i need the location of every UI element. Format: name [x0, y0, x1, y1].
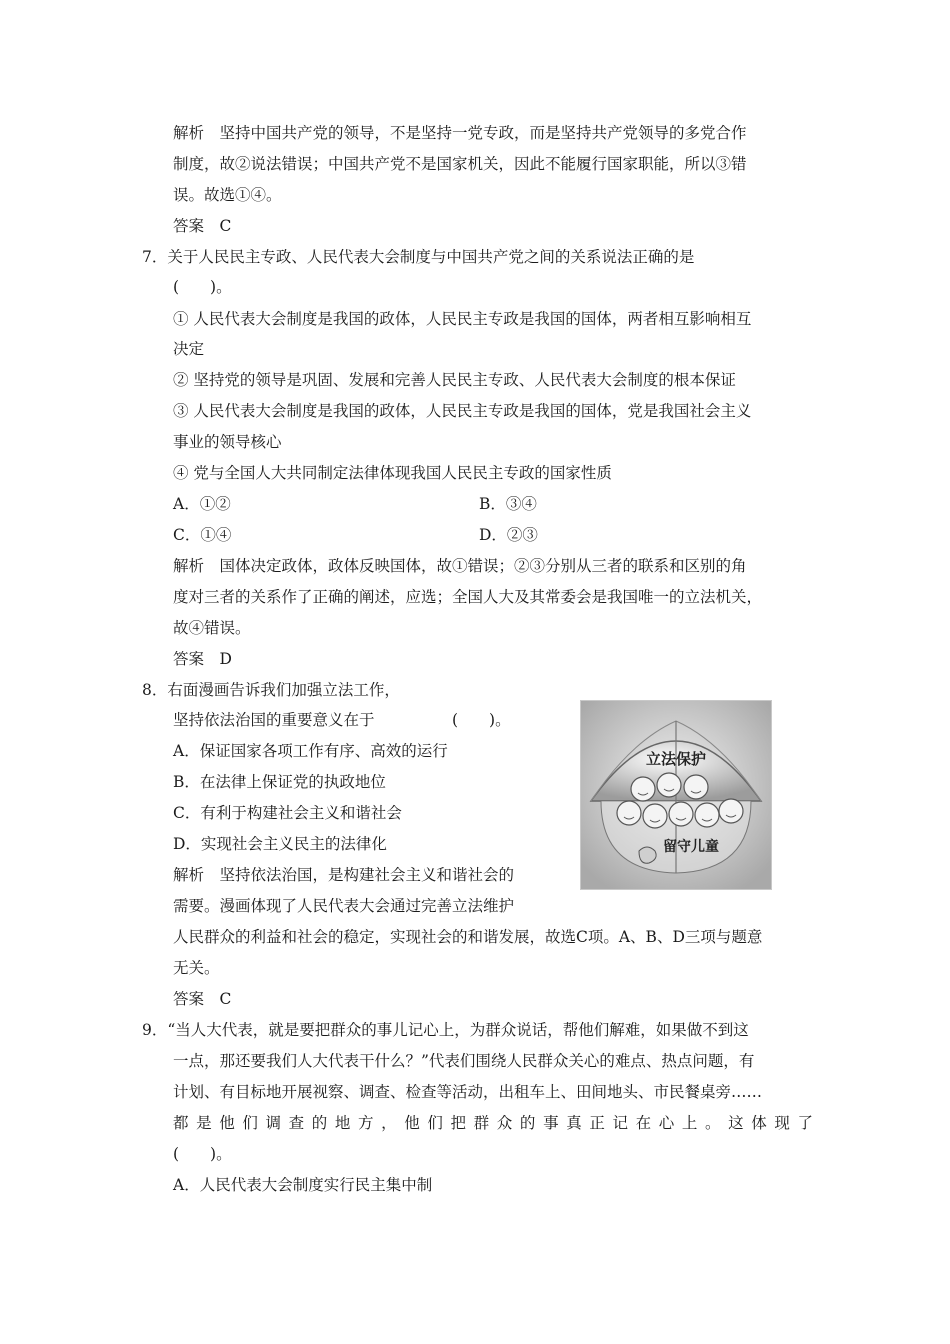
q8-analysis-line-3: 人民群众的利益和社会的稳定，实现社会的和谐发展，故选C项。A、B、D三项与题意: [173, 928, 763, 946]
q6-analysis-line-2: 制度，故②说法错误；中国共产党不是国家机关，因此不能履行国家职能，所以③错: [173, 155, 747, 173]
hand-icon: [639, 847, 656, 863]
q6-analysis-line-3: 误。故选①④。: [173, 186, 282, 204]
q7-option-b: B．③④: [479, 495, 537, 513]
q7-analysis-line-3: 故④错误。: [173, 619, 251, 637]
q7-option-a: A．①②: [173, 495, 231, 513]
q8-analysis-line-4: 无关。: [173, 959, 220, 977]
q9-stem-line-5: ( )。: [173, 1145, 232, 1163]
q7-statement-1b: 决定: [173, 340, 205, 358]
q7-statement-3a: ③ 人民代表大会制度是我国的政体，人民民主专政是我国的国体，党是我国社会主义: [173, 402, 752, 420]
q8-option-b: B．在法律上保证党的执政地位: [173, 773, 386, 791]
umbrella-label: 立法保护: [645, 750, 707, 768]
q9-stem-line-3: 计划、有目标地开展视察、调查、检查等活动，出租车上、田间地头、市民餐桌旁……: [173, 1083, 763, 1101]
children-label: 留守儿童: [663, 839, 719, 855]
cartoon-legislative-protection: [580, 700, 772, 890]
q9-stem-line-4: 都是他们调查的地方，他们把群众的事真正记在心上。这体现了: [173, 1114, 813, 1132]
q7-statement-2: ② 坚持党的领导是巩固、发展和完善人民民主专政、人民代表大会制度的根本保证: [173, 371, 736, 389]
q7-analysis-line-2: 度对三者的关系作了正确的阐述，应选；全国人大及其常委会是我国唯一的立法机关，: [173, 588, 763, 606]
q8-stem-line-2: 坚持依法治国的重要意义在于 ( )。: [173, 711, 511, 729]
q7-answer: 答案 D: [173, 650, 232, 668]
q7-statement-1a: ① 人民代表大会制度是我国的政体，人民民主专政是我国的国体，两者相互影响相互: [173, 310, 752, 328]
q9-stem-line-1: 9．“当人大代表，就是要把群众的事儿记心上，为群众说话，帮他们解难，如果做不到这: [142, 1021, 749, 1039]
cartoon-drawing: [581, 701, 771, 889]
q8-analysis-line-1: 解析 坚持依法治国，是构建社会主义和谐社会的: [173, 866, 515, 884]
q8-option-c: C．有利于构建社会主义和谐社会: [173, 804, 402, 822]
q8-analysis-line-2: 需要。漫画体现了人民代表大会通过完善立法维护: [173, 897, 515, 915]
q6-analysis-line-1: 解析 坚持中国共产党的领导，不是坚持一党专政，而是坚持共产党领导的多党合作: [173, 124, 747, 142]
q7-stem-line-2: ( )。: [173, 278, 232, 296]
q7-statement-3b: 事业的领导核心: [173, 433, 282, 451]
q8-option-a: A．保证国家各项工作有序、高效的运行: [173, 742, 448, 760]
q8-option-d: D．实现社会主义民主的法律化: [173, 835, 387, 853]
q7-analysis-line-1: 解析 国体决定政体，政体反映国体，故①错误；②③分别从三者的联系和区别的角: [173, 557, 747, 575]
q7-option-d: D．②③: [479, 526, 538, 544]
q9-stem-line-2: 一点，那还要我们人大代表干什么？”代表们围绕人民群众关心的难点、热点问题，有: [173, 1052, 755, 1070]
q7-option-c: C．①④: [173, 526, 232, 544]
q7-statement-4: ④ 党与全国人大共同制定法律体现我国人民民主专政的国家性质: [173, 464, 612, 482]
q7-stem-line-1: 7．关于人民民主专政、人民代表大会制度与中国共产党之间的关系说法正确的是: [142, 248, 695, 266]
q8-stem-line-1: 8．右面漫画告诉我们加强立法工作，: [142, 681, 400, 699]
q8-answer: 答案 C: [173, 990, 232, 1008]
q6-answer: 答案 C: [173, 217, 232, 235]
q9-option-a: A．人民代表大会制度实行民主集中制: [173, 1176, 433, 1194]
